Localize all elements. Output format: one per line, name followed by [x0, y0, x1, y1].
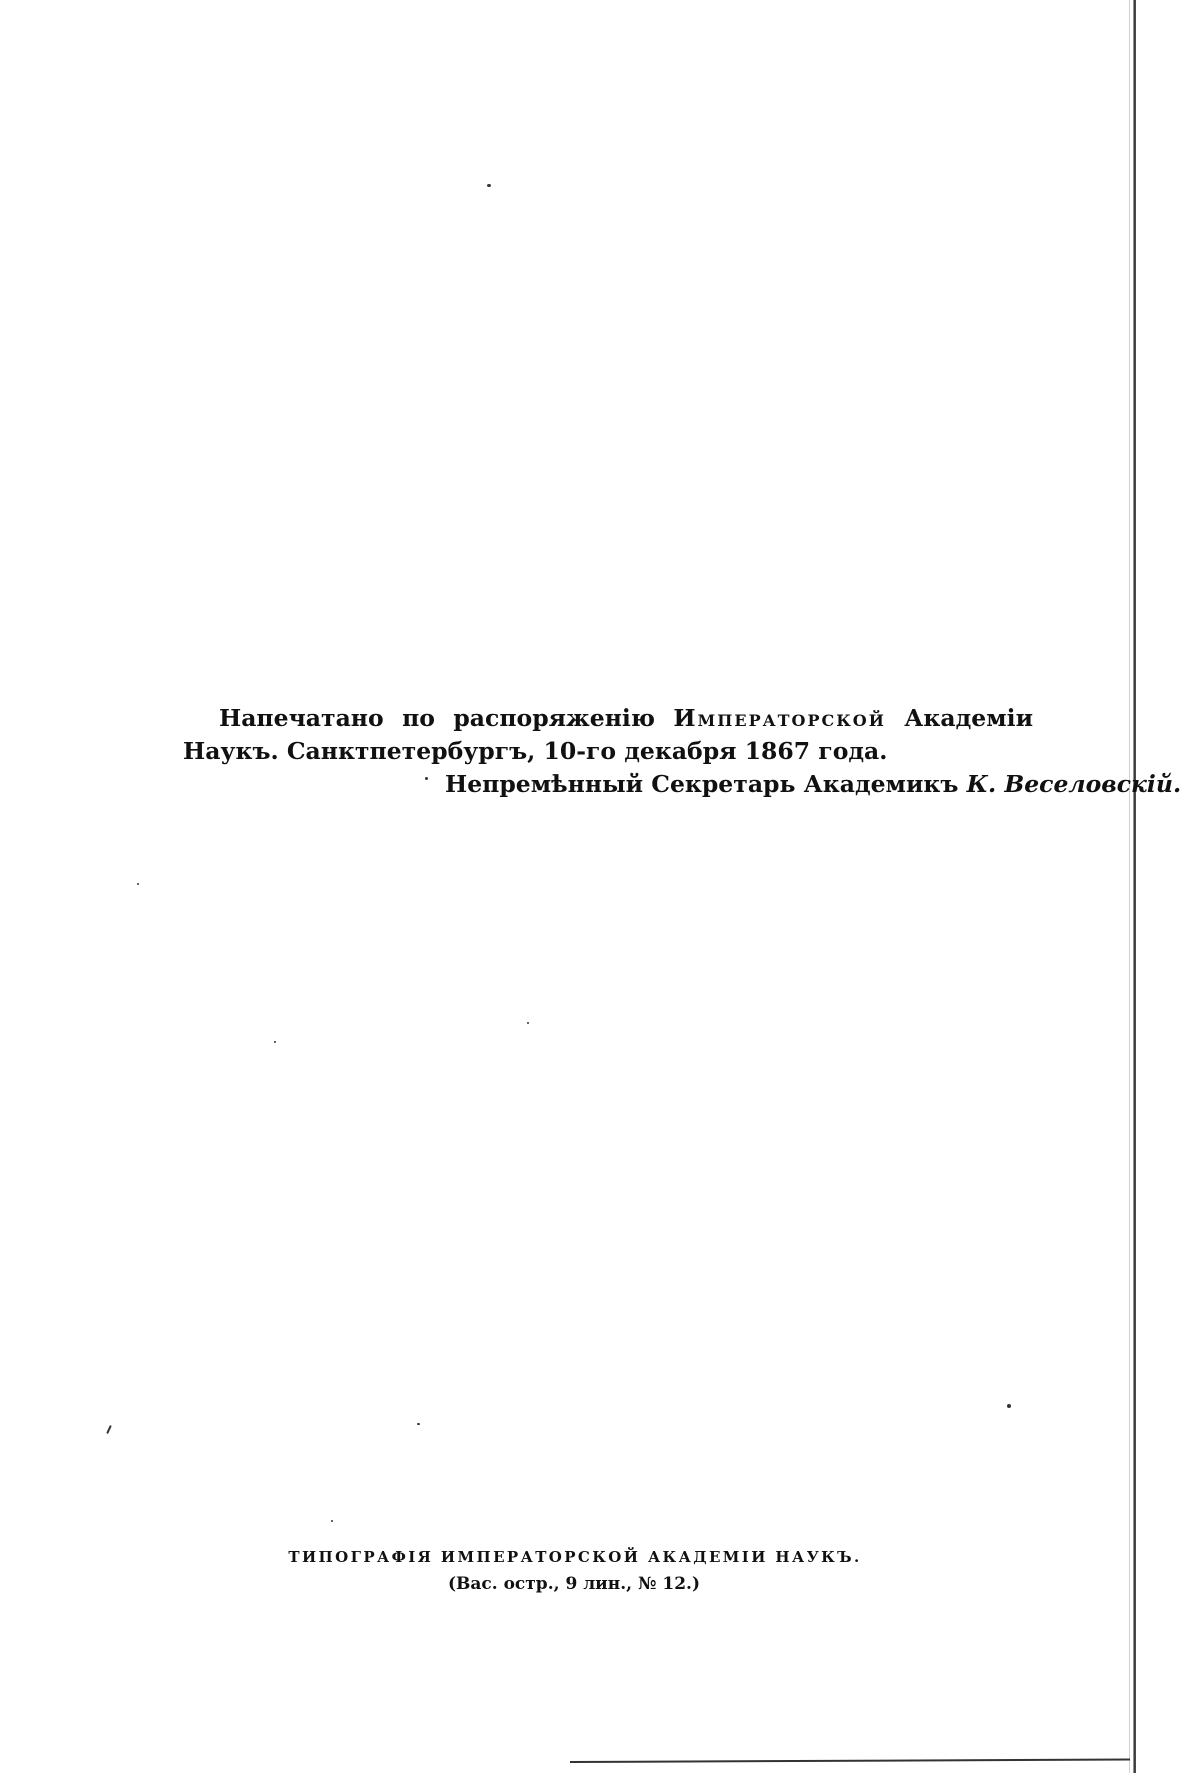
ink-speck	[106, 1425, 112, 1434]
secretary-title: Непремѣнный Секретарь Академикъ	[445, 770, 967, 798]
printer-name: ТИПОГРАФІЯ ИМПЕРАТОРСКОЙ АКАДЕМІИ НАУКЪ.	[288, 1548, 862, 1566]
ink-speck	[137, 883, 139, 885]
page-edge	[1133, 0, 1136, 1773]
imprint-institution: Императорской	[673, 704, 886, 732]
ink-speck	[1007, 1404, 1011, 1408]
page-edge-shadow	[1129, 0, 1130, 1773]
imprint-rest: Академіи Наукъ. Санктпетербургъ, 10-го декабря 1867 года.	[183, 704, 1033, 765]
ink-speck	[331, 1520, 333, 1522]
printer-address: (Вас. остр., 9 лин., № 12.)	[447, 1574, 701, 1594]
secretary-name: К. Веселовскій.	[966, 770, 1181, 798]
secretary-signature	[445, 768, 1181, 801]
printer-imprint	[0, 1544, 1140, 1598]
imprint-notice	[183, 702, 1033, 768]
ink-speck	[527, 1022, 529, 1024]
ink-speck	[487, 184, 491, 187]
bottom-page-edge	[570, 1759, 1130, 1763]
ink-speck	[417, 1423, 420, 1425]
imprint-lead: Напечатано по распоряженію	[219, 704, 674, 732]
ink-speck	[274, 1041, 276, 1043]
ink-speck	[425, 777, 428, 780]
